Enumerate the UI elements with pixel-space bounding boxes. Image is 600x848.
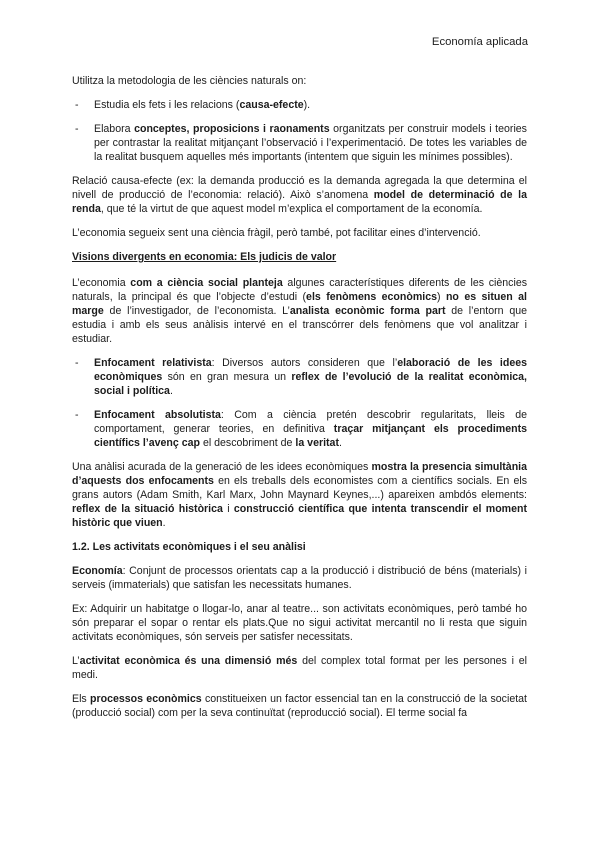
social-science-paragraph (72, 276, 527, 346)
section-heading: Visions divergents en economia: Els judicis de valor (72, 251, 337, 263)
text-run: , que té la virtut de que aquest model m’explica el comportament de la economía. (100, 203, 483, 215)
bold-text: activitat econòmica és una dimensió més (79, 655, 298, 667)
subsection-heading: 1.2. Les activitats econòmiques i el seu anàlisi (72, 541, 306, 553)
text-run: constitueixen un factor essencial tan en la construcció de la societat (producció social) com per la seva continuïtat (reproducció social). El terme social fa (72, 693, 528, 719)
text-run: Estudia els fets i les relacions ( (94, 99, 240, 111)
bold-text: construcció científica que intenta transcendir el moment històric que viuen (72, 503, 527, 529)
bold-text: reflex de l’evolució de la realitat econòmica, social i política (94, 371, 527, 397)
text-run: Elabora (94, 123, 135, 135)
text-run: . (162, 517, 166, 529)
list-item (72, 98, 527, 112)
bold-text: causa-efecte (239, 99, 304, 111)
economic-activity-paragraph (72, 654, 527, 682)
list-item-text (94, 98, 527, 112)
text-run: . (169, 385, 173, 397)
list-item-text (94, 356, 527, 398)
bold-text: mostra la presencia simultània d’aquests dos enfocaments (72, 461, 527, 487)
text-run: Relació causa-efecte (ex: la demanda producció es la demanda agregada la que determina el nivell de producció de l’economia: relació). Això s’anomena (72, 175, 527, 201)
bold-text: traçar mitjançant els procediments científics l’avenç cap (94, 423, 527, 449)
dash-bullet: - (75, 357, 79, 369)
list-item (72, 408, 527, 450)
text-run: Els (72, 693, 91, 705)
bold-text: conceptes, proposicions i raonaments (134, 123, 330, 135)
economic-processes-paragraph (72, 692, 527, 720)
intro-paragraph: Utilitza la metodologia de les ciències naturals on: (72, 75, 307, 87)
bold-text: elaboració de les idees econòmiques (94, 357, 527, 383)
text-run: ). (303, 99, 311, 111)
list-item (72, 356, 527, 398)
methodology-list (72, 98, 527, 164)
list-item-text (94, 408, 527, 450)
text-run: . (338, 437, 342, 449)
bold-text: com a ciència social planteja (130, 277, 283, 289)
text-run: de l’investigador, de l’economista. L’ (103, 305, 290, 317)
text-run: L’economia (72, 277, 131, 289)
fragile-science-paragraph: L’economia segueix sent una ciència fràgil, però també, pot facilitar eines d’intervenció. (72, 227, 481, 239)
bold-text: reflex de la situació històrica (72, 503, 223, 515)
text-run: del complex total format per les persones i el medi. (72, 655, 528, 681)
text-run: i (222, 503, 234, 515)
bold-text: model de determinació de la renda (72, 189, 527, 215)
example-paragraph: Ex: Adquirir un habitatge o llogar-lo, anar al teatre... son activitats econòmiques, però també ho són preparar el sopar o rentar els plats.Que no sigui activitat mercantil no li resta que siguin activitats econòmiques, són serveis per satisfer necessitats. (72, 603, 527, 643)
text-run: Una anàlisi acurada de la generació de les idees econòmiques (72, 461, 372, 473)
text-run: : Diversos autors consideren que l’ (211, 357, 398, 369)
text-run: són en gran mesura un (162, 371, 292, 383)
text-run: ) (437, 291, 446, 303)
bold-text: Enfocament relativista (94, 357, 212, 369)
text-run: algunes característiques diferents de les ciències naturals, la principal és que l’objecte d’estudi ( (72, 277, 528, 303)
text-run: en els treballs dels economistes com a científics socials. En els grans autors (Adam Smith, Karl Marx, John Maynard Keynes,...) apareixen ambdós elements: (72, 475, 527, 501)
text-run: organitzats per construir models i teories per contrastar la realitat mitjançant l’observació i l’experimentació. De totes les variables de la realitat busquem aquelles més importants (intentem que siguin les mínimes possibles). (94, 123, 527, 163)
bold-text: analista econòmic forma part (289, 305, 446, 317)
bold-text: Economía (72, 565, 123, 577)
text-run: : Conjunt de processos orientats cap a la producció i distribució de béns (materials) i serveis (immaterials) que satisfan les necessitats humanes. (72, 565, 527, 591)
text-run: L’ (72, 655, 80, 667)
bold-text: no es situen al marge (72, 291, 527, 317)
economy-definition-paragraph (72, 564, 527, 592)
causa-effect-paragraph (72, 174, 527, 216)
approaches-list (72, 356, 527, 450)
text-run: el descobriment de (200, 437, 296, 449)
running-header: Economía aplicada (431, 36, 528, 48)
list-item (72, 122, 527, 164)
list-item-text (94, 122, 527, 164)
bold-text: processos econòmics (90, 693, 202, 705)
text-run: : Com a ciència pretén descobrir regularitats, lleis de comportament, generar teories, en definitiva (94, 409, 527, 435)
analysis-paragraph (72, 460, 527, 530)
dash-bullet: - (75, 409, 79, 421)
dash-bullet: - (75, 123, 79, 135)
dash-bullet: - (75, 99, 79, 111)
bold-text: la veritat (295, 437, 339, 449)
bold-text: Enfocament absolutista (94, 409, 221, 421)
text-run: de l’entorn que estudia i amb els seus anàlisis intervé en el transcórrer dels fenòmens que vol analitzar i estudiar. (72, 305, 527, 345)
page-content (72, 74, 527, 730)
bold-text: els fenòmens econòmics (306, 291, 437, 303)
